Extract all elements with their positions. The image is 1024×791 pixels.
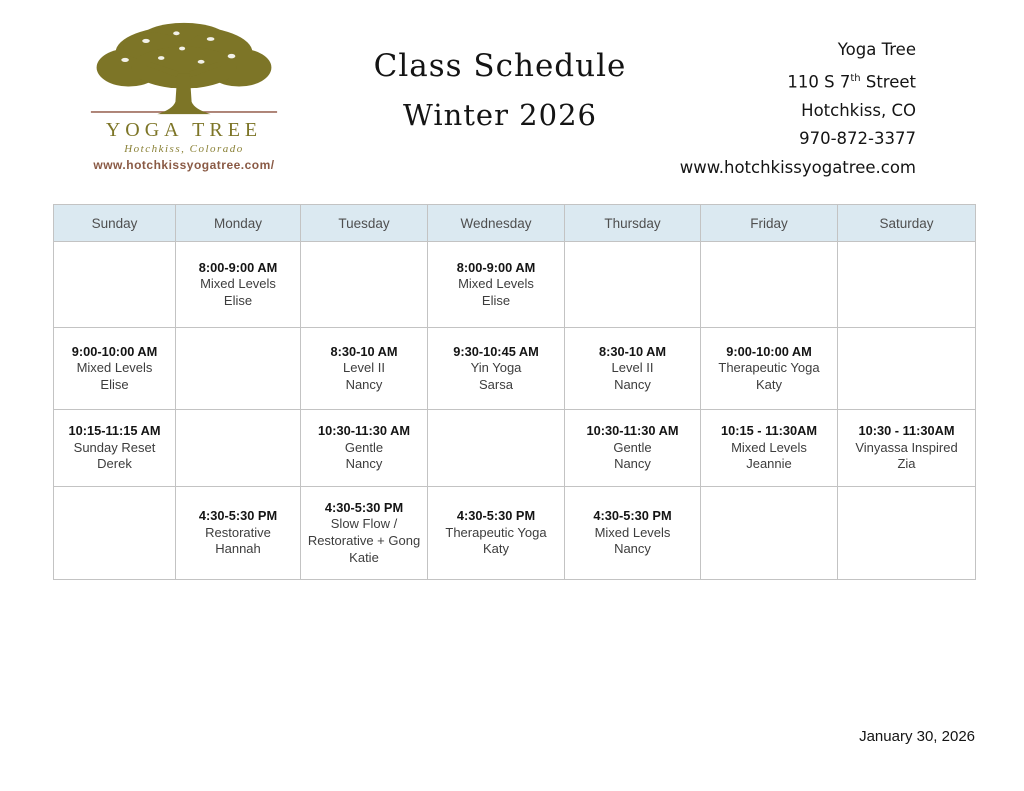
contact-city: Hotchkiss, CO: [801, 100, 916, 120]
schedule-row: [54, 328, 976, 410]
day-header-saturday: Saturday: [838, 205, 976, 242]
schedule-cell: 8:00-9:00 AM Mixed Levels Elise: [428, 242, 565, 328]
schedule-cell: 9:30-10:45 AM Yin Yoga Sarsa: [428, 328, 565, 410]
day-header-thursday: Thursday: [565, 205, 701, 242]
title-line2: Winter 2026: [403, 98, 597, 132]
schedule-cell: 9:00-10:00 AM Therapeutic Yoga Katy: [701, 328, 838, 410]
schedule-cell: 10:30-11:30 AM Gentle Nancy: [301, 410, 428, 487]
schedule-cell: 4:30-5:30 PM Mixed Levels Nancy: [565, 487, 701, 580]
contact-phone: 970-872-3377: [799, 129, 916, 148]
contact-website: www.hotchkissyogatree.com: [679, 157, 916, 177]
schedule-cell: [54, 487, 176, 580]
yoga-tree-logo: [86, 18, 282, 172]
day-header-wednesday: Wednesday: [428, 205, 565, 242]
schedule-cell: 4:30-5:30 PM Restorative Hannah: [176, 487, 301, 580]
logo-name: YOGA TREE: [105, 119, 263, 141]
contact-address: [680, 65, 916, 97]
schedule-row: [54, 242, 976, 328]
schedule-row: [54, 410, 976, 487]
day-header-sunday: Sunday: [54, 205, 176, 242]
schedule-cell: 8:00-9:00 AM Mixed Levels Elise: [176, 242, 301, 328]
schedule-cell: [428, 410, 565, 487]
schedule-cell: [301, 242, 428, 328]
class-schedule-table: [53, 204, 976, 580]
schedule-cell: [176, 410, 301, 487]
tree-icon: [89, 18, 279, 118]
schedule-cell: 10:15 - 11:30AM Mixed Levels Jeannie: [701, 410, 838, 487]
schedule-cell: [838, 487, 976, 580]
logo-location: Hotchkiss, Colorado: [124, 143, 244, 155]
schedule-cell: [701, 487, 838, 580]
schedule-cell: 8:30-10 AM Level II Nancy: [565, 328, 701, 410]
contact-address-street: Street: [860, 72, 916, 91]
page-header: [0, 0, 1024, 200]
contact-address-ordinal: th: [850, 72, 861, 84]
schedule-cell: [565, 242, 701, 328]
page-title: [340, 48, 660, 132]
contact-address-number: 110 S 7: [787, 72, 851, 91]
revision-date: January 30, 2026: [859, 728, 975, 745]
schedule-cell: 8:30-10 AM Level II Nancy: [301, 328, 428, 410]
schedule-cell: [838, 242, 976, 328]
schedule-cell: [54, 242, 176, 328]
day-header-tuesday: Tuesday: [301, 205, 428, 242]
schedule-cell: 9:00-10:00 AM Mixed Levels Elise: [54, 328, 176, 410]
schedule-cell: 10:30-11:30 AM Gentle Nancy: [565, 410, 701, 487]
title-line1: Class Schedule: [373, 48, 627, 84]
day-header-monday: Monday: [176, 205, 301, 242]
schedule-cell: 10:15-11:15 AM Sunday Reset Derek: [54, 410, 176, 487]
contact-name: Yoga Tree: [837, 40, 916, 59]
day-header-row: [54, 205, 976, 242]
day-header-friday: Friday: [701, 205, 838, 242]
logo-url: www.hotchkissyogatree.com/: [93, 158, 275, 172]
schedule-cell: 4:30-5:30 PM Slow Flow / Restorative + Gong Katie: [301, 487, 428, 580]
schedule-cell: [838, 328, 976, 410]
schedule-cell: 4:30-5:30 PM Therapeutic Yoga Katy: [428, 487, 565, 580]
schedule-cell: [176, 328, 301, 410]
schedule-row: [54, 487, 976, 580]
contact-info: [680, 36, 916, 182]
schedule-cell: [701, 242, 838, 328]
schedule-cell: 10:30 - 11:30AM Vinyassa Inspired Zia: [838, 410, 976, 487]
